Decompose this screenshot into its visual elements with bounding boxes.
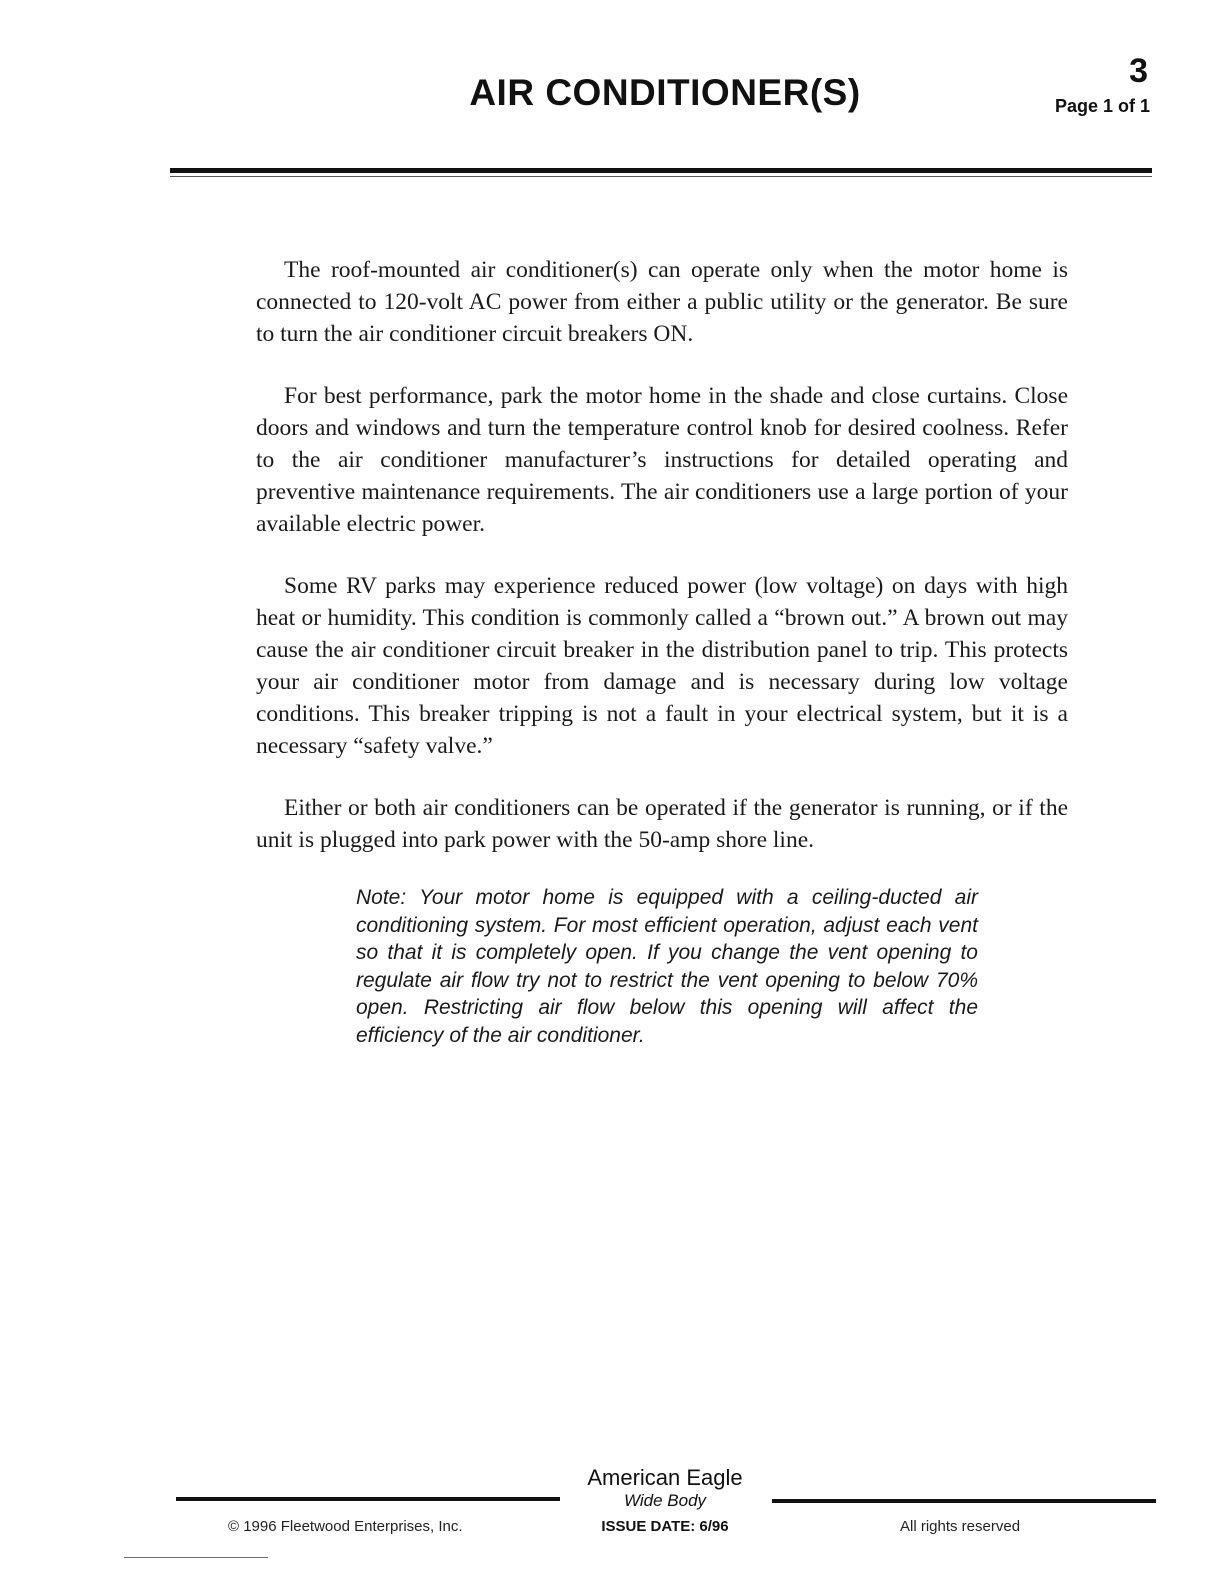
paragraph-operation: Either or both air conditioners can be operated if the generator is running, or if the unit is plugged into park power with the 50-amp shore line. [256,795,1068,853]
scan-mark [124,1557,268,1558]
footer-issue-date: ISSUE DATE: 6/96 [601,1518,729,1535]
footer-rule-left [176,1497,560,1501]
footer-copyright: © 1996 Fleetwood Enterprises, Inc. [228,1518,463,1535]
paragraph-best-performance: For best performance, park the motor home in the shade and close curtains. Close doors and windows and turn the temperature control knob for desired coolness. Refer to the air conditioner manufacturer’s instructions for detailed operating and preventive maintenance requirements. The air conditioners use a large portion of your available electric power. [256,383,1068,537]
body-text [256,254,1068,886]
paragraph-power-requirement: The roof-mounted air conditioner(s) can operate only when the motor home is connected to 120-volt AC power from either a public utility or the generator. Be sure to turn the air conditioner circuit breakers ON. [256,257,1068,347]
page-indicator: Page 1 of 1 [1054,96,1150,116]
header-rule [170,168,1152,173]
chapter-number: 3 [1129,52,1148,90]
footer-rule-right [772,1499,1156,1503]
footer-model: Wide Body [623,1491,707,1510]
footer-rights: All rights reserved [900,1518,1021,1535]
vent-note: Note: Your motor home is equipped with a ceiling-ducted air conditioning system. For most efficient operation, adjust each vent so that it is completely open. If you change the vent opening to regulate air flow try not to restrict the vent opening to below 70% open. Restricting air flow below this opening will affect the efficiency of the air conditioner. [356,886,978,1047]
paragraph-brown-out: Some RV parks may experience reduced power (low voltage) on days with high heat or humidity. This condition is commonly called a “brown out.” A brown out may cause the air conditioner circuit breaker in the distribution panel to trip. This protects your air conditioner motor from damage and is necessary during low voltage conditions. This breaker tripping is not a fault in your electrical system, but it is a necessary “safety valve.” [256,573,1068,759]
footer-brand: American Eagle [587,1465,743,1490]
header-rule-thin [170,176,1152,177]
page-title: AIR CONDITIONER(S) [469,72,861,113]
